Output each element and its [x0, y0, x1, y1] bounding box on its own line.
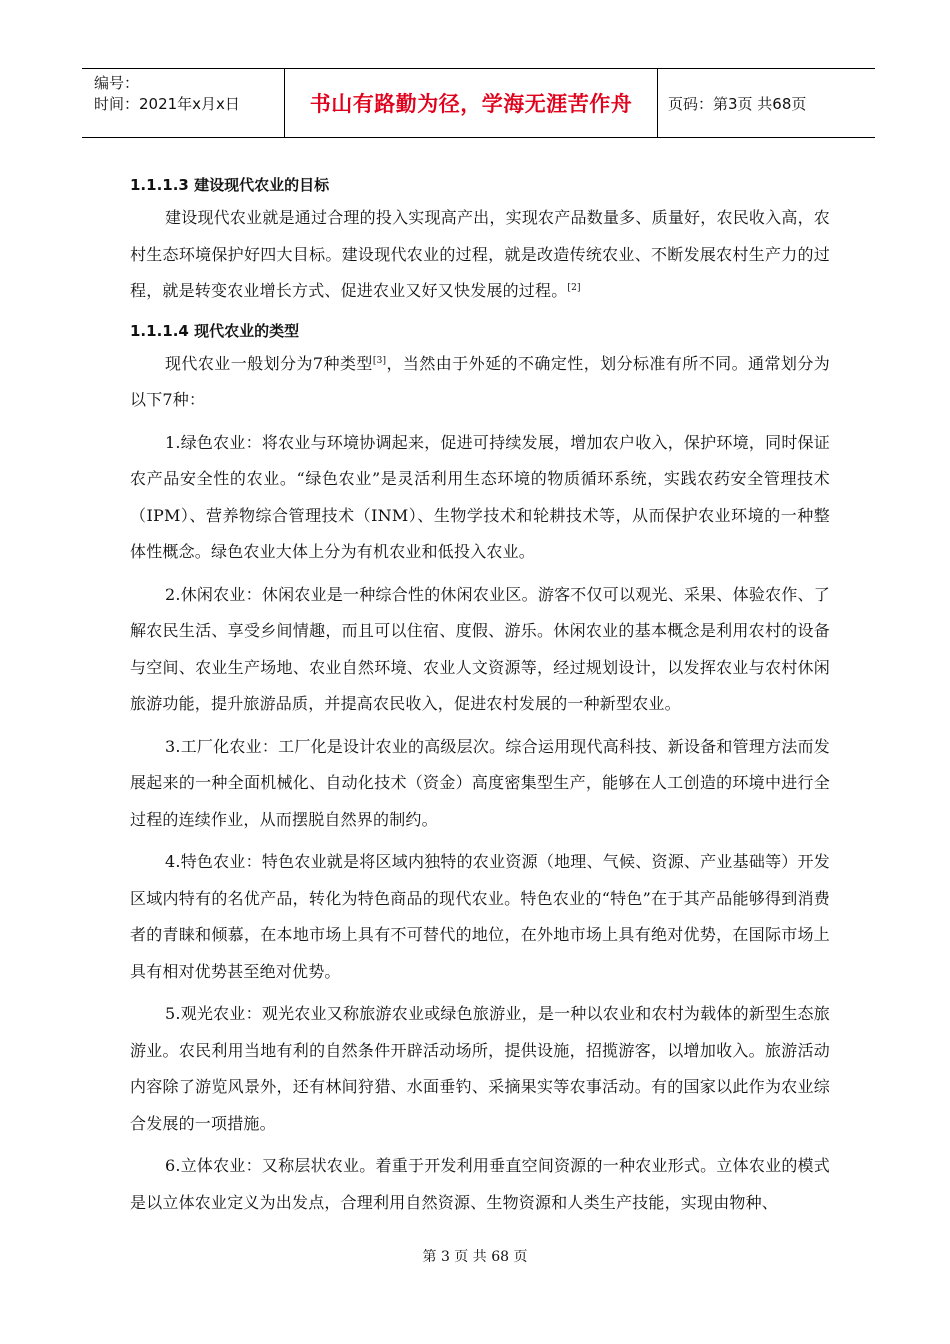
paragraph-text-continued: ，当然由于外延的不确定性，划分标准有所不同。通常划分为以下7种：: [130, 353, 831, 409]
paragraph-factory-agriculture: 3.工厂化农业：工厂化是设计农业的高级层次。综合运用现代高科技、新设备和管理方法而发展起来的一种全面机械化、自动化技术（资金）高度密集型生产，能够在人工创造的环境中进行全过程的连续作业，从而摆脱自然界的制约。: [130, 736, 830, 829]
header-page-label: 页码：第3页 共68页: [668, 94, 807, 113]
citation-ref[interactable]: [3]: [372, 355, 387, 366]
section-heading-types: 1.1.1.4 现代农业的类型: [130, 321, 300, 340]
document-number-label: 编号：: [94, 74, 140, 92]
paragraph: [130, 346, 830, 419]
document-time-label: 时间：2021年x月x日: [94, 95, 240, 113]
header-meta: [82, 69, 285, 137]
paragraph: [130, 200, 830, 310]
paragraph-sightseeing-agriculture: 5.观光农业：观光农业又称旅游农业或绿色旅游业，是一种以农业和农村为载体的新型生态旅游业。农民利用当地有利的自然条件开辟活动场所，提供设施，招揽游客，以增加收入。旅游活动内容除了游览风景外，还有林间狩猎、水面垂钓、采摘果实等农事活动。有的国家以此作为农业综合发展的一项措施。: [130, 1004, 830, 1133]
section-heading-goals: 1.1.1.3 建设现代农业的目标: [130, 176, 330, 194]
document-body: [130, 170, 830, 1225]
paragraph-green-agriculture: 1.绿色农业：将农业与环境协调起来，促进可持续发展，增加农户收入，保护环境，同时保证农产品安全性的农业。“绿色农业”是灵活利用生态环境的物质循环系统，实践农药安全管理技术（IPM）、营养物综合管理技术（INM）、生物学技术和轮耕技术等，从而保护农业环境的一种整体性概念。绿色农业大体上分为有机农业和低投入农业。: [130, 432, 830, 561]
citation-ref[interactable]: [2]: [567, 283, 581, 293]
paragraph-layered-agriculture: 6.立体农业：又称层状农业。着重于开发利用垂直空间资源的一种农业形式。立体农业的模式是以立体农业定义为出发点，合理利用自然资源、生物资源和人类生产技能，实现由物种、: [130, 1156, 830, 1212]
page-header: [82, 68, 875, 138]
paragraph-text: 建设现代农业就是通过合理的投入实现高产出，实现农产品数量多、质量好，农民收入高，农村生态环境保护好四大目标。建设现代农业的过程，就是改造传统农业、不断发展农村生产力的过程，就是转变农业增长方式、促进农业又好又快发展的过程。: [130, 208, 830, 300]
header-motto: 书山有路勤为径，学海无涯苦作舟: [285, 69, 658, 137]
paragraph-featured-agriculture: 4.特色农业：特色农业就是将区域内独特的农业资源（地理、气候、资源、产业基础等）开发区域内特有的名优产品，转化为特色商品的现代农业。特色农业的“特色”在于其产品能够得到消费者的青睐和倾慕，在本地市场上具有不可替代的地位，在外地市场上具有绝对优势，在国际市场上具有相对优势甚至绝对优势。: [130, 852, 830, 981]
page-footer: 第 3 页 共 68 页: [422, 1249, 528, 1265]
paragraph-text: 现代农业一般划分为7种类型: [165, 353, 373, 373]
paragraph-leisure-agriculture: 2.休闲农业：休闲农业是一种综合性的休闲农业区。游客不仅可以观光、采果、体验农作、了解农民生活、享受乡间情趣，而且可以住宿、度假、游乐。休闲农业的基本概念是利用农村的设备与空间、农业生产场地、农业自然环境、农业人文资源等，经过规划设计，以发挥农业与农村休闲旅游功能，提升旅游品质，并提高农民收入，促进农村发展的一种新型农业。: [130, 584, 830, 713]
